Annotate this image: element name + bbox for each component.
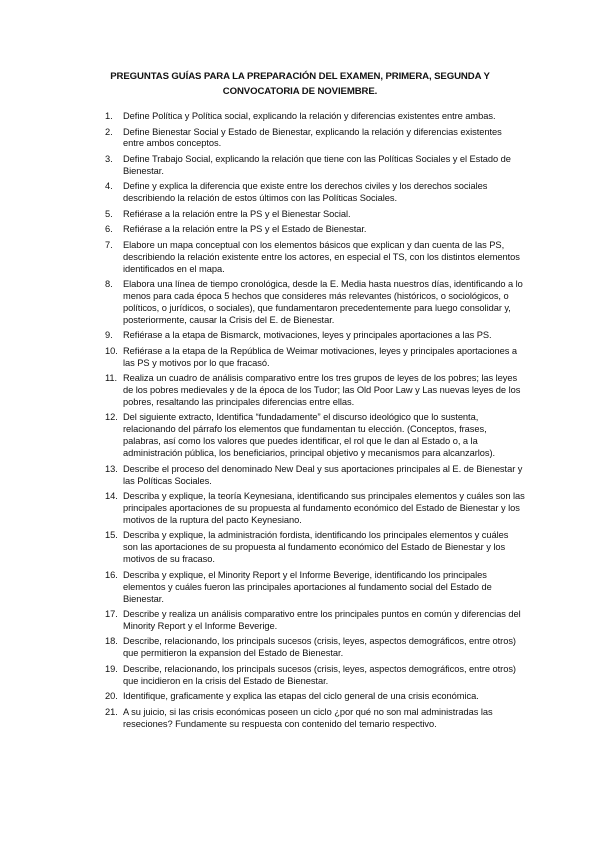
question-item — [105, 224, 525, 236]
question-number: 9. — [105, 330, 113, 341]
question-item — [105, 346, 525, 370]
question-item — [105, 127, 525, 151]
question-number: 16. — [105, 569, 118, 580]
question-number: 11. — [105, 373, 118, 384]
question-number: 5. — [105, 208, 113, 219]
question-number: 19. — [105, 663, 118, 674]
question-text: Describe, relacionando, los principals sucesos (crisis, leyes, aspectos demográficos, entre otros) que permitieron la expansion del Estado de Bienestar. — [123, 636, 516, 659]
question-text: A su juicio, si las crisis económicas poseen un ciclo ¿por qué no son mal administradas las reseciones? Fundamente su respuesta con contenido del temario respectivo. — [123, 706, 493, 729]
question-text: Describa y explique, la teoría Keynesiana, identificando sus principales elementos y cuáles son las principales aportaciones de su propuesta al fundamento económico del Estado de Bienestar y los motivos de la ruptura del pacto Keynesiano. — [123, 491, 525, 525]
question-item — [105, 181, 525, 205]
question-text: Describe el proceso del denominado New Deal y sus aportaciones principales al E. de Bienestar y las Políticas Sociales. — [123, 463, 523, 486]
question-number: 4. — [105, 181, 113, 192]
question-number: 13. — [105, 463, 118, 474]
question-item — [105, 279, 525, 327]
question-item — [105, 609, 525, 633]
question-text: Elabore un mapa conceptual con los elementos básicos que explican y dan cuenta de las PS, describiendo la relación existente entre los actores, en especial el TS, con los distintos elementos identificados en el mapa. — [123, 239, 520, 274]
question-text: Describa y explique, el Minority Report y el Informe Beverige, identificando los principales elementos y cuáles fueron las principales aportaciones al fundamento social del Estado de Bienestar. — [123, 569, 492, 604]
title-line-2: CONVOCATORIA DE NOVIEMBRE. — [222, 85, 378, 97]
question-item — [105, 412, 525, 460]
question-number: 3. — [105, 153, 113, 164]
question-item — [105, 111, 525, 123]
question-number: 21. — [105, 706, 118, 717]
question-number: 7. — [105, 239, 113, 250]
question-item — [105, 664, 525, 688]
question-text: Refiérase a la etapa de Bismarck, motivaciones, leyes y principales aportaciones a las PS. — [123, 330, 492, 341]
question-text: Define Trabajo Social, explicando la relación que tiene con las Políticas Sociales y el Estado de Bienestar. — [123, 153, 511, 176]
question-item — [105, 464, 525, 488]
document-title — [100, 70, 500, 99]
question-number: 8. — [105, 279, 113, 290]
question-item — [105, 209, 525, 221]
question-item — [105, 491, 525, 527]
question-text: Define y explica la diferencia que existe entre los derechos civiles y los derechos sociales describiendo la relación de estos últimos con las Políticas Sociales. — [123, 181, 488, 204]
question-number: 18. — [105, 636, 118, 647]
question-text: Describa y explique, la administración fordista, identificando los principales elementos y cuáles son las aportaciones de su propuesta al fundamento económico del Estado de Bienestar y los motivos de su fracaso. — [123, 530, 509, 565]
question-number: 14. — [105, 491, 118, 502]
question-list — [105, 111, 525, 734]
question-number: 1. — [105, 111, 113, 121]
question-text: Describe y realiza un análisis comparativo entre los principales puntos en común y diferencias del Minority Report y el Informe Beverige. — [123, 609, 521, 631]
question-item — [105, 530, 525, 566]
question-item — [105, 570, 525, 606]
question-text: Define Política y Política social, explicando la relación y diferencias existentes entre ambas. — [123, 111, 496, 121]
question-item — [105, 707, 525, 731]
question-number: 6. — [105, 224, 113, 235]
question-item — [105, 330, 525, 342]
question-text: Realiza un cuadro de análisis comparativo entre los tres grupos de leyes de los pobres; las leyes de los pobres medievales y de la época de los Tudor; las Old Poor Law y Las nuevas leyes de los pobres, resaltando las principales diferencias entre ellas. — [123, 373, 521, 407]
question-number: 10. — [105, 345, 118, 356]
question-text: Refiérase a la relación entre la PS y el Estado de Bienestar. — [123, 224, 367, 235]
question-item — [105, 154, 525, 178]
question-number: 15. — [105, 530, 118, 541]
question-item — [105, 240, 525, 276]
question-text: Identifique, graficamente y explica las etapas del ciclo general de una crisis económica. — [123, 691, 479, 702]
question-number: 12. — [105, 412, 118, 423]
question-text: Refiérase a la etapa de la República de Weimar motivaciones, leyes y principales aportaciones a las PS y motivos por lo que fracasó. — [123, 345, 518, 368]
question-text: Describe, relacionando, los principals sucesos (crisis, leyes, aspectos demográficos, entre otros) que incidieron en la crisis del Estado de Bienestar. — [123, 663, 516, 686]
question-text: Elabora una línea de tiempo cronológica, desde la E. Media hasta nuestros días, identificando a lo menos para cada época 5 hechos que consideres más relevantes (históricos, o sociológicos, o políticos, o jurídicos, o sociales), que fundamentaron precedentemente para luego consolidar y, posteriormente, causar la Crisis del E. de Bienestar. — [123, 279, 523, 325]
question-text: Refiérase a la relación entre la PS y el Bienestar Social. — [123, 208, 351, 219]
question-number: 17. — [105, 609, 118, 620]
question-number: 2. — [105, 126, 113, 137]
question-item — [105, 636, 525, 660]
question-text: Define Bienestar Social y Estado de Bienestar, explicando la relación y diferencias existentes entre ambos conceptos. — [123, 126, 502, 149]
title-line-1: PREGUNTAS GUÍAS PARA LA PREPARACIÓN DEL EXAMEN, PRIMERA, SEGUNDA Y — [110, 71, 490, 82]
question-text: Del siguiente extracto, Identifica “fundadamente” el discurso ideológico que lo sustenta, relacionando del párrafo los elementos que fundamentan tu elección. (Conceptos, frases, palabras, así como los valores que puedes identificar, el rol que le dan al Estado o, a la administración pública, los beneficiarios, principal objetivo y mecanismos para alcanzarlos). — [123, 412, 496, 459]
question-item — [105, 373, 525, 409]
question-number: 20. — [105, 691, 118, 702]
question-item — [105, 691, 525, 703]
